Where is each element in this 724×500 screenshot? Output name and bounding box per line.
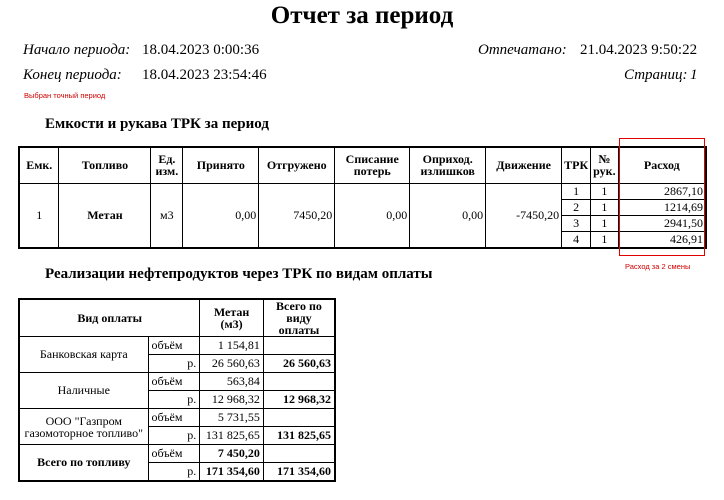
pages-label: Страниц: bbox=[624, 67, 688, 83]
rub-label: р. bbox=[148, 427, 200, 445]
header-surplus: Оприход. излишков bbox=[410, 147, 486, 183]
total-value: 12 968,32 bbox=[263, 391, 335, 409]
header-fuel: Топливо bbox=[59, 147, 151, 183]
header-trk: ТРК bbox=[562, 147, 591, 183]
total-value: 131 825,65 bbox=[263, 427, 335, 445]
consumption-value: 2941,50 bbox=[618, 215, 706, 231]
hose-number: 1 bbox=[591, 183, 618, 199]
grand-total-value: 171 354,60 bbox=[263, 463, 335, 481]
table-row bbox=[19, 337, 335, 355]
payment-name: ООО "Газпром газомоторное топливо" bbox=[19, 409, 148, 445]
header-total: Всего по виду оплаты bbox=[263, 299, 335, 337]
period-end-value: 18.04.2023 23:54:46 bbox=[142, 67, 267, 83]
header-tank: Емк. bbox=[19, 147, 59, 183]
consumption-value: 2867,10 bbox=[618, 183, 706, 199]
received-value: 0,00 bbox=[183, 183, 259, 248]
sales-table bbox=[18, 298, 336, 482]
payment-name: Банковская карта bbox=[19, 337, 148, 373]
header-hose: № рук. bbox=[591, 147, 618, 183]
consumption-value: 1214,69 bbox=[618, 199, 706, 215]
rub-value: 12 968,32 bbox=[200, 391, 264, 409]
trk-number: 2 bbox=[562, 199, 591, 215]
volume-label: объём bbox=[148, 445, 200, 463]
tank-number: 1 bbox=[19, 183, 59, 248]
period-end-label: Конец периода: bbox=[23, 67, 122, 83]
header-shipped: Отгружено bbox=[259, 147, 335, 183]
volume-label: объём bbox=[148, 373, 200, 391]
header-methane: Метан (м3) bbox=[200, 299, 264, 337]
volume-label: объём bbox=[148, 337, 200, 355]
volume-value: 1 154,81 bbox=[200, 337, 264, 355]
total-value: 26 560,63 bbox=[263, 355, 335, 373]
unit: м3 bbox=[151, 183, 183, 248]
table-row bbox=[19, 183, 706, 199]
printed-label: Отпечатано: bbox=[478, 42, 567, 58]
rub-label: р. bbox=[148, 463, 200, 481]
hose-number: 1 bbox=[591, 199, 618, 215]
rub-value: 131 825,65 bbox=[200, 427, 264, 445]
consumption-highlight-box bbox=[619, 138, 705, 256]
movement-value: -7450,20 bbox=[486, 183, 562, 248]
table-row bbox=[19, 373, 335, 391]
hose-number: 1 bbox=[591, 215, 618, 231]
report-title: Отчет за период bbox=[270, 2, 454, 29]
header-consumption: Расход bbox=[618, 147, 706, 183]
header-payment: Вид оплаты bbox=[19, 299, 200, 337]
header-received: Принято bbox=[183, 147, 259, 183]
printed-value: 21.04.2023 9:50:22 bbox=[580, 42, 698, 58]
two-shifts-note: Расход за 2 смены bbox=[625, 262, 691, 271]
volume-label: объём bbox=[148, 409, 200, 427]
consumption-value: 426,91 bbox=[618, 231, 706, 248]
grand-rub-value: 171 354,60 bbox=[200, 463, 264, 481]
rub-label: р. bbox=[148, 391, 200, 409]
header-unit: Ед. изм. bbox=[151, 147, 183, 183]
volume-value: 563,84 bbox=[200, 373, 264, 391]
writeoff-value: 0,00 bbox=[335, 183, 410, 248]
tanks-table bbox=[18, 146, 707, 249]
surplus-value: 0,00 bbox=[410, 183, 486, 248]
shipped-value: 7450,20 bbox=[259, 183, 335, 248]
payment-name: Наличные bbox=[19, 373, 148, 409]
header-writeoff: Списание потерь bbox=[335, 147, 410, 183]
exact-period-note: Выбран точный период bbox=[24, 91, 106, 100]
grand-volume-value: 7 450,20 bbox=[200, 445, 264, 463]
rub-label: р. bbox=[148, 355, 200, 373]
trk-number: 4 bbox=[562, 231, 591, 248]
header-movement: Движение bbox=[486, 147, 562, 183]
rub-value: 26 560,63 bbox=[200, 355, 264, 373]
pages-value: 1 bbox=[690, 67, 698, 83]
table-row bbox=[19, 409, 335, 427]
grand-total-name: Всего по топливу bbox=[19, 445, 148, 481]
period-start-label: Начало периода: bbox=[23, 42, 131, 58]
volume-value: 5 731,55 bbox=[200, 409, 264, 427]
fuel-name: Метан bbox=[59, 183, 151, 248]
period-start-value: 18.04.2023 0:00:36 bbox=[142, 42, 260, 58]
sales-section-title: Реализации нефтепродуктов через ТРК по видам оплаты bbox=[45, 266, 433, 282]
trk-number: 3 bbox=[562, 215, 591, 231]
table-row bbox=[19, 445, 335, 463]
hose-number: 1 bbox=[591, 231, 618, 248]
tanks-section-title: Емкости и рукава ТРК за период bbox=[45, 116, 269, 132]
trk-number: 1 bbox=[562, 183, 591, 199]
